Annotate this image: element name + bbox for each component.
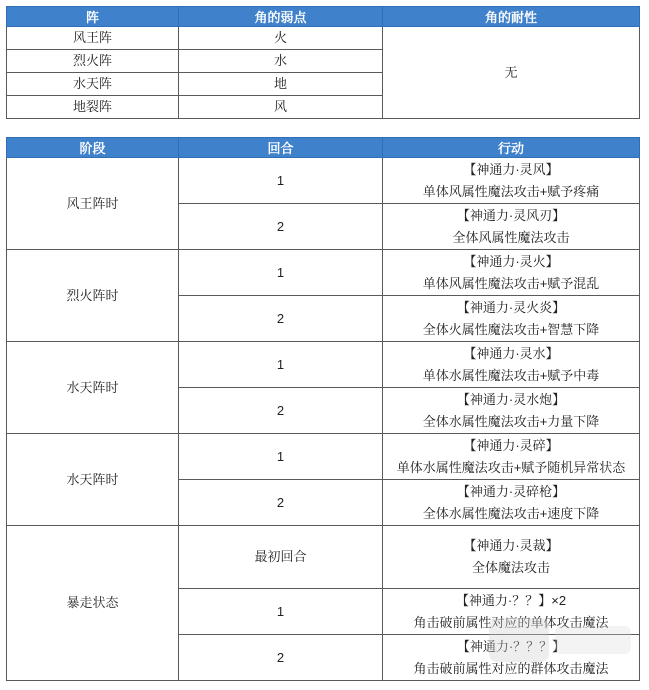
header-resistance: 角的耐性 — [383, 7, 640, 27]
header-action: 行动 — [383, 138, 640, 158]
action-table-header — [7, 138, 640, 158]
stage-cell: 水天阵时 — [7, 342, 179, 434]
skill-name: 【神通力·灵水炮】 — [456, 391, 566, 407]
header-weakness: 角的弱点 — [179, 7, 383, 27]
skill-effect: 单体风属性魔法攻击+赋予混乱 — [422, 275, 600, 291]
header-stage: 阶段 — [7, 138, 179, 158]
stage-cell: 水天阵时 — [7, 434, 179, 526]
round-cell: 2 — [179, 204, 383, 250]
skill-name: 【神通力·灵水】 — [463, 345, 559, 361]
skill-name: 【神通力·灵碎枪】 — [456, 483, 566, 499]
skill-effect: 全体风属性魔法攻击 — [452, 229, 570, 245]
formation-cell: 风王阵 — [7, 27, 179, 50]
round-cell: 1 — [179, 158, 383, 204]
round-cell: 2 — [179, 296, 383, 342]
round-cell: 2 — [179, 635, 383, 681]
stage-cell: 烈火阵时 — [7, 250, 179, 342]
skill-effect: 全体水属性魔法攻击+速度下降 — [422, 505, 600, 521]
stage-cell: 暴走状态 — [7, 526, 179, 681]
skill-effect: 角击破前属性对应的单体攻击魔法 — [413, 614, 609, 630]
weakness-cell: 火 — [179, 27, 383, 50]
table-row — [7, 250, 640, 296]
table-row — [7, 342, 640, 388]
action-cell — [383, 480, 640, 526]
round-cell: 2 — [179, 388, 383, 434]
skill-name: 【神通力·灵风】 — [463, 161, 559, 177]
skill-name: 【神通力·？？？】 — [456, 638, 566, 654]
round-cell: 1 — [179, 434, 383, 480]
action-cell — [383, 158, 640, 204]
header-round: 回合 — [179, 138, 383, 158]
formation-cell: 地裂阵 — [7, 96, 179, 119]
skill-effect: 角击破前属性对应的群体攻击魔法 — [413, 660, 609, 676]
table-row — [7, 158, 640, 204]
weakness-cell: 地 — [179, 73, 383, 96]
action-cell — [383, 296, 640, 342]
header-formation: 阵 — [7, 7, 179, 27]
action-table — [6, 137, 640, 681]
table-row — [7, 526, 640, 589]
action-cell — [383, 342, 640, 388]
round-cell: 1 — [179, 342, 383, 388]
skill-effect: 全体火属性魔法攻击+智慧下降 — [422, 321, 600, 337]
skill-effect: 单体风属性魔法攻击+赋予疼痛 — [422, 183, 600, 199]
skill-name: 【神通力·灵火炎】 — [456, 299, 566, 315]
weakness-cell: 水 — [179, 50, 383, 73]
table-row — [7, 434, 640, 480]
skill-name: 【神通力·？？】×2 — [455, 592, 567, 608]
skill-effect: 单体水属性魔法攻击+赋予随机异常状态 — [396, 459, 626, 475]
action-cell — [383, 589, 640, 635]
skill-effect: 全体水属性魔法攻击+力量下降 — [422, 413, 600, 429]
round-cell: 2 — [179, 480, 383, 526]
action-cell — [383, 635, 640, 681]
formation-cell: 烈火阵 — [7, 50, 179, 73]
weakness-cell: 风 — [179, 96, 383, 119]
stage-cell: 风王阵时 — [7, 158, 179, 250]
skill-effect: 单体水属性魔法攻击+赋予中毒 — [422, 367, 600, 383]
formation-cell: 水天阵 — [7, 73, 179, 96]
action-cell — [383, 434, 640, 480]
action-cell — [383, 388, 640, 434]
round-cell: 1 — [179, 250, 383, 296]
skill-name: 【神通力·灵火】 — [463, 253, 559, 269]
skill-name: 【神通力·灵裁】 — [463, 538, 559, 553]
action-cell — [383, 204, 640, 250]
skill-name: 【神通力·灵风刃】 — [456, 207, 566, 223]
table-row — [7, 27, 640, 50]
weakness-table-header — [7, 7, 640, 27]
resistance-cell: 无 — [383, 27, 640, 119]
weakness-table — [6, 6, 640, 119]
action-cell — [383, 250, 640, 296]
skill-effect: 全体魔法攻击 — [471, 560, 550, 575]
round-cell: 最初回合 — [179, 526, 383, 589]
round-cell: 1 — [179, 589, 383, 635]
skill-name: 【神通力·灵碎】 — [463, 437, 559, 453]
action-cell — [383, 526, 640, 589]
